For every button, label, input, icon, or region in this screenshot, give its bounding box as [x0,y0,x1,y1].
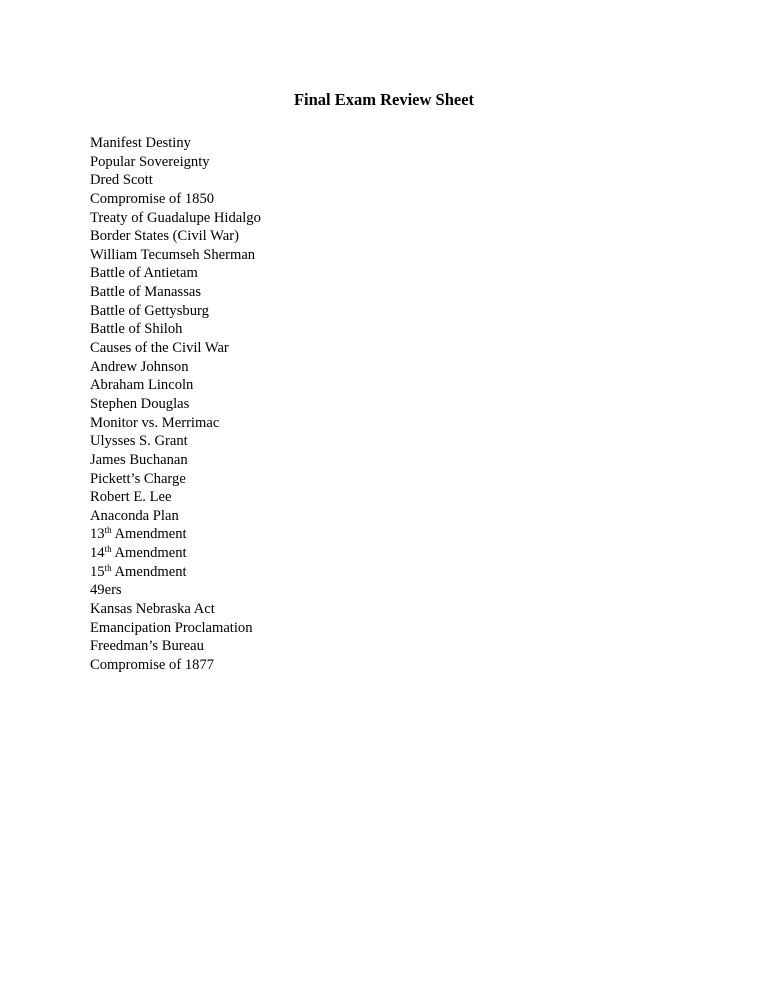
list-item: Battle of Shiloh [90,321,183,338]
list-item: Monitor vs. Merrimac [90,414,220,431]
list-item: 49ers [90,582,122,599]
amendment-number: 14 [90,545,105,562]
ordinal-suffix: th [104,544,112,555]
list-item: Treaty of Guadalupe Hidalgo [90,209,261,226]
list-item: Battle of Antietam [90,265,198,282]
list-item: Robert E. Lee [90,489,172,506]
list-item: Manifest Destiny [90,135,191,151]
amendment-label: Amendment [111,526,187,543]
list-item: Border States (Civil War) [90,228,239,245]
amendment-number: 15 [90,563,105,580]
list-item: Freedman’s Bureau [90,638,204,655]
list-item: Popular Sovereignty [90,153,210,170]
list-item: Emancipation Proclamation [90,619,253,636]
list-item: Anaconda Plan [90,507,179,524]
page-title: Final Exam Review Sheet [293,90,475,109]
list-item: Andrew Johnson [90,358,189,375]
list-item: Ulysses S. Grant [90,433,188,450]
review-term-list [90,134,261,675]
list-item: James Buchanan [90,451,188,468]
list-item [90,563,261,582]
list-item: Causes of the Civil War [90,340,229,357]
list-item: Kansas Nebraska Act [90,601,215,618]
ordinal-suffix: th [104,562,112,573]
list-item: Pickett’s Charge [90,470,186,487]
list-item: Compromise of 1877 [90,656,215,673]
list-item: Dred Scott [90,172,153,189]
list-item: Battle of Manassas [90,284,202,301]
list-item: Battle of Gettysburg [90,302,209,319]
list-item: Compromise of 1850 [90,190,215,207]
ordinal-suffix: th [104,525,112,536]
amendment-label: Amendment [111,563,187,580]
list-item [90,544,261,563]
list-item [90,525,261,544]
amendment-label: Amendment [111,545,187,562]
list-item: Abraham Lincoln [90,377,194,394]
list-item: William Tecumseh Sherman [90,246,256,263]
amendment-number: 13 [90,526,105,543]
list-item: Stephen Douglas [90,395,190,412]
